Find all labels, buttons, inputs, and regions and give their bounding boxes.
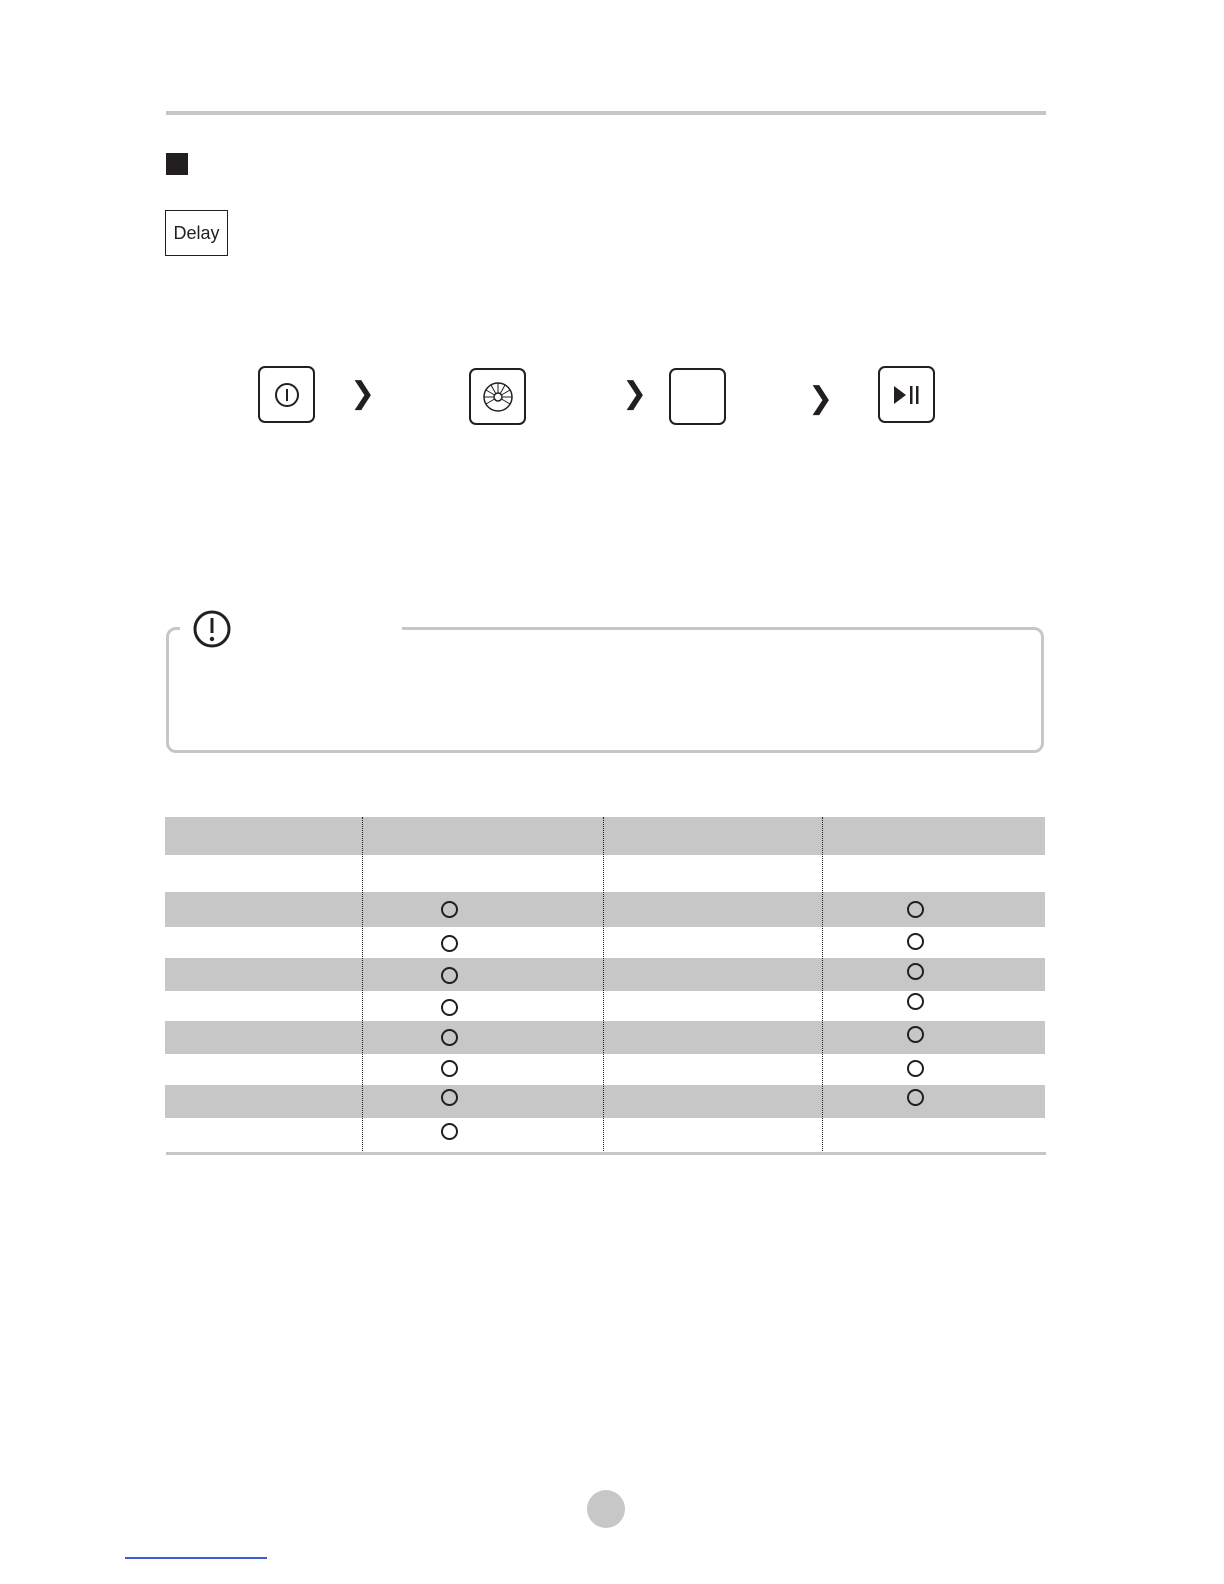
table-row: [165, 958, 1045, 991]
selected-circle-icon: [441, 901, 458, 918]
start-pause-icon: [892, 384, 922, 406]
caution-note-box: [166, 627, 1044, 753]
table-header-row: [165, 817, 1045, 855]
selected-circle-icon: [441, 1060, 458, 1077]
exclamation-icon: [192, 609, 232, 649]
selected-circle-icon: [441, 1089, 458, 1106]
chevron-right-icon: ❯: [622, 376, 648, 411]
chevron-right-icon: ❯: [808, 381, 834, 416]
footer-link-underline[interactable]: [125, 1557, 267, 1559]
selected-circle-icon: [441, 1123, 458, 1140]
table-row: [165, 892, 1045, 927]
power-button[interactable]: [258, 366, 315, 423]
table-row: [165, 927, 1045, 958]
selected-circle-icon: [907, 901, 924, 918]
delay-button[interactable]: Delay: [165, 210, 228, 256]
program-table: [165, 817, 1045, 1153]
selected-circle-icon: [441, 967, 458, 984]
selected-circle-icon: [441, 935, 458, 952]
chevron-right-icon: ❯: [350, 376, 376, 411]
selected-circle-icon: [907, 1089, 924, 1106]
table-bottom-rule: [166, 1152, 1046, 1155]
table-row: [165, 1054, 1045, 1085]
page-number-badge: [587, 1490, 625, 1528]
start-pause-button[interactable]: [878, 366, 935, 423]
table-row: [165, 1085, 1045, 1118]
blank-key-button[interactable]: [669, 368, 726, 425]
section-bullet-square: [166, 153, 188, 175]
selected-circle-icon: [907, 963, 924, 980]
program-dial-icon: [481, 380, 515, 414]
column-divider: [603, 817, 604, 1153]
selected-circle-icon: [907, 1026, 924, 1043]
selected-circle-icon: [907, 1060, 924, 1077]
power-icon: [273, 381, 301, 409]
program-dial-button[interactable]: [469, 368, 526, 425]
table-row: [165, 855, 1045, 892]
selected-circle-icon: [441, 999, 458, 1016]
selected-circle-icon: [907, 993, 924, 1010]
column-divider: [362, 817, 363, 1153]
selected-circle-icon: [907, 933, 924, 950]
table-row: [165, 1118, 1045, 1153]
top-rule: [166, 111, 1046, 115]
table-row: [165, 1021, 1045, 1054]
selected-circle-icon: [441, 1029, 458, 1046]
table-row: [165, 991, 1045, 1021]
column-divider: [822, 817, 823, 1153]
